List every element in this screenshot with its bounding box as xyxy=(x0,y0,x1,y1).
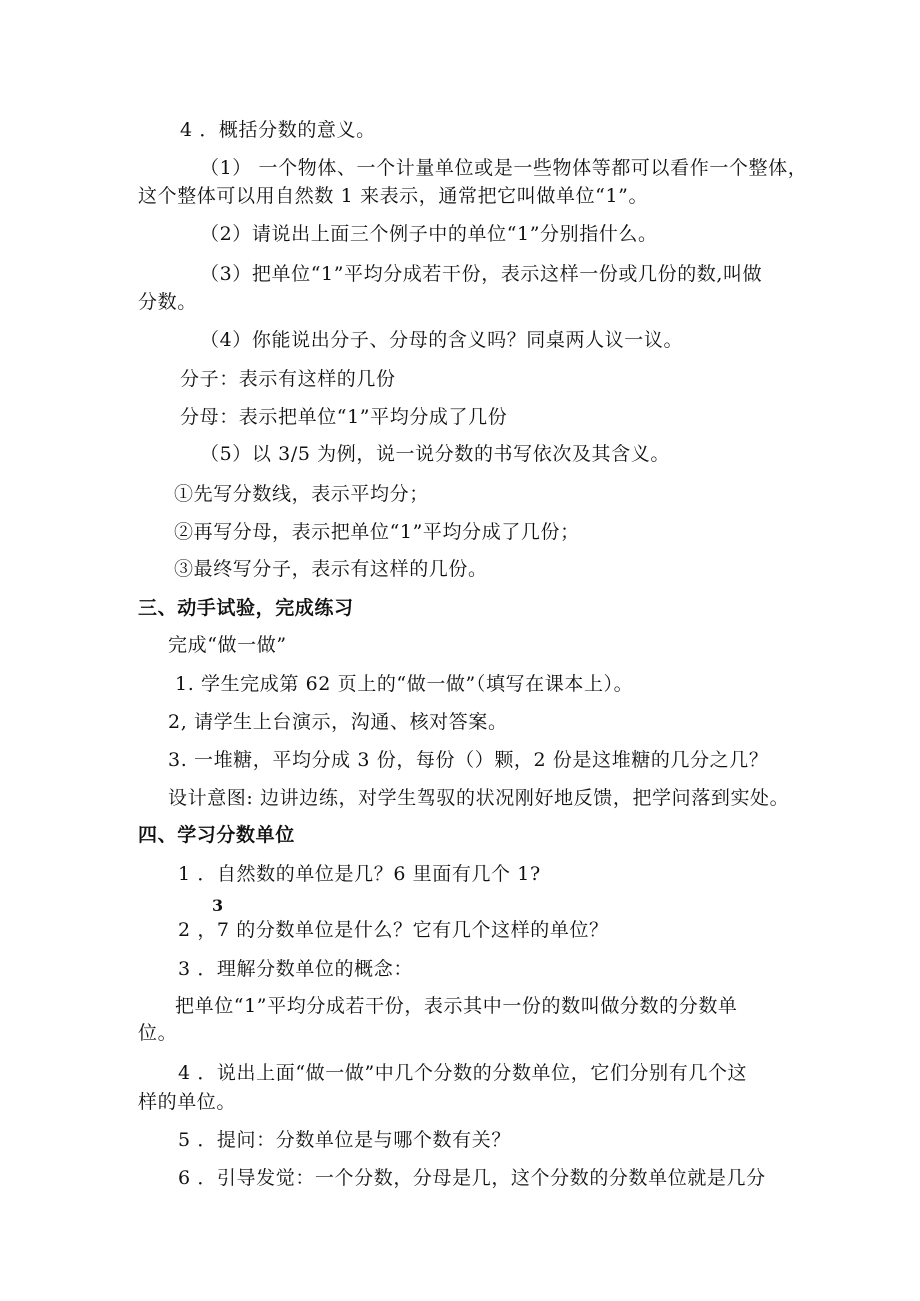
text-line: 4 ．说出上面“做一做”中几个分数的分数单位，它们分别有几个这 xyxy=(178,1062,748,1084)
text-line: ③最终写分子，表示有这样的几份。 xyxy=(174,558,488,580)
text-line: 分母：表示把单位“1”平均分成了几份 xyxy=(180,406,508,428)
text-line: （3）把单位“1”平均分成若干份，表示这样一份或几份的数,叫做 xyxy=(200,263,763,285)
text-line: 4 ．概括分数的意义。 xyxy=(180,119,376,141)
text-line: （1） 一个物体、一个计量单位或是一些物体等都可以看作一个整体， xyxy=(200,157,808,179)
section-heading: 三、动手试验，完成练习 xyxy=(138,597,354,619)
text-line: 把单位“1”平均分成若干份，表示其中一份的数叫做分数的分数单 xyxy=(175,995,738,1017)
text-line: 1. 学生完成第 62 页上的“做一做”（填写在课本上）。 xyxy=(175,673,634,695)
text-line: 6 ．引导发觉：一个分数，分母是几，这个分数的分数单位就是几分 xyxy=(178,1167,766,1189)
text-line: 样的单位。 xyxy=(138,1091,237,1113)
text-line: 这个整体可以用自然数 1 来表示，通常把它叫做单位“1”。 xyxy=(138,185,649,207)
text-line: （5）以 3/5 为例，说一说分数的书写依次及其含义。 xyxy=(200,443,670,465)
text-line: （2）请说出上面三个例子中的单位“1”分别指什么。 xyxy=(200,223,658,245)
text-line: ①先写分数线，表示平均分； xyxy=(174,483,429,505)
text-line: 5 ．提问：分数单位是与哪个数有关？ xyxy=(178,1129,511,1151)
text-line: 位。 xyxy=(138,1022,178,1044)
fraction-numerator: 3 xyxy=(212,896,224,915)
text-line: 2, 请学生上台演示，沟通、核对答案。 xyxy=(168,711,508,733)
text-line: 2 ，7 的分数单位是什么？它有几个这样的单位？ xyxy=(178,919,609,941)
text-line: ②再写分母，表示把单位“1”平均分成了几份； xyxy=(174,521,580,543)
text-line: 3. 一堆糖，平均分成 3 份，每份（）颗，2 份是这堆糖的几分之几？ xyxy=(168,749,769,771)
text-line: 分子：表示有这样的几份 xyxy=(180,368,396,390)
text-line: 1 ．自然数的单位是几？6 里面有几个 1? xyxy=(178,863,541,885)
text-line: （4）你能说出分子、分母的含义吗？同桌两人议一议。 xyxy=(200,329,684,351)
section-heading: 四、学习分数单位 xyxy=(138,824,295,846)
text-line: 设计意图: 边讲边练，对学生驾驭的状况刚好地反馈，把学问落到实处。 xyxy=(168,787,790,809)
text-line: 分数。 xyxy=(138,291,197,313)
text-line: 完成“做一做” xyxy=(168,634,287,656)
text-line: 3 ．理解分数单位的概念： xyxy=(178,958,413,980)
